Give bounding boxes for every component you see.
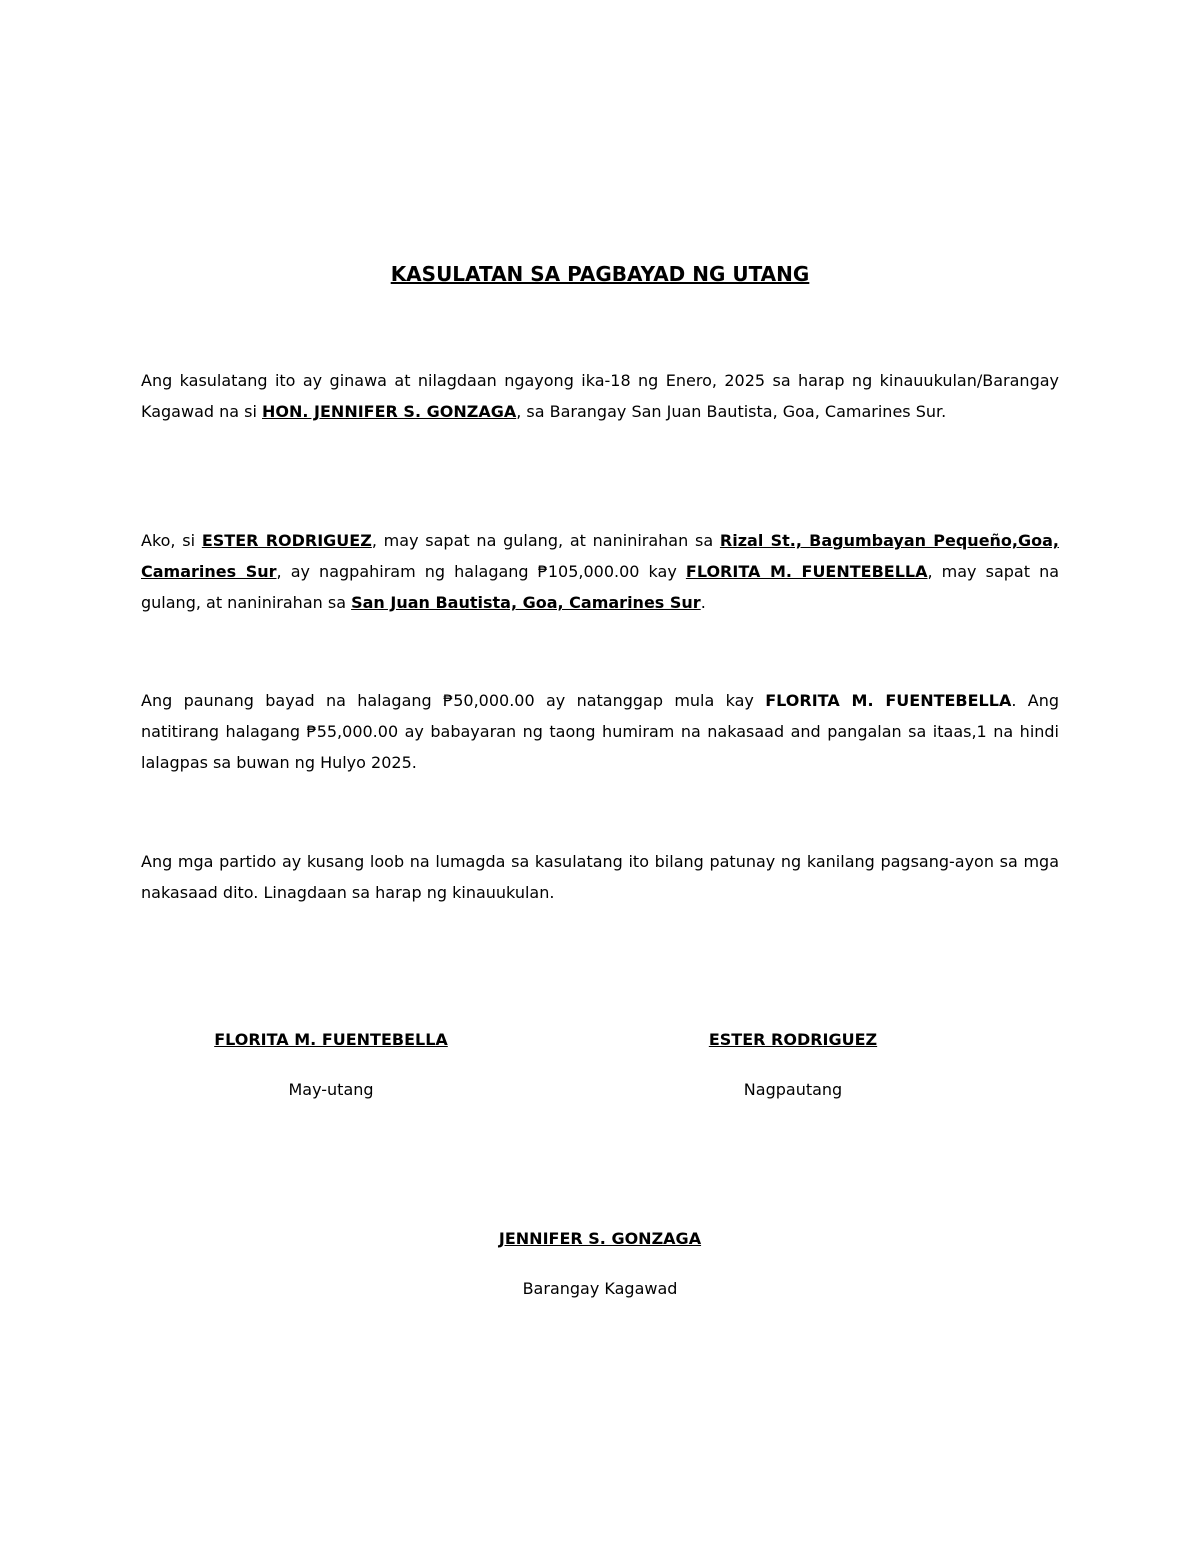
paragraph-payment-text-1: Ang paunang bayad na halagang ₱50,000.00 ay natanggap mula kay: [141, 691, 766, 710]
signature-official-role: Barangay Kagawad: [522, 1279, 678, 1298]
lender-name: ESTER RODRIGUEZ: [201, 531, 372, 550]
paragraph-loan-text-3: , ay nagpahiram ng halagang ₱105,000.00 kay: [276, 562, 686, 581]
signature-official: [390, 1228, 810, 1300]
signature-lender-role: Nagpautang: [743, 1080, 843, 1099]
paragraph-loan: [141, 525, 1059, 618]
payer-name: FLORITA M. FUENTEBELLA: [765, 691, 1012, 710]
paragraph-payment: [141, 685, 1059, 778]
signature-lender-name: ESTER RODRIGUEZ: [708, 1030, 878, 1049]
signature-borrower-name: FLORITA M. FUENTEBELLA: [214, 1030, 448, 1049]
paragraph-loan-text-1: Ako, si: [141, 531, 202, 550]
lender-address: Rizal St., Bagumbayan Pequeño,Goa, Camarines Sur: [141, 531, 1060, 581]
borrower-name: FLORITA M. FUENTEBELLA: [685, 562, 928, 581]
paragraph-loan-text-4: , may sapat na gulang, at naninirahan sa: [141, 562, 1060, 612]
official-name: HON. JENNIFER S. GONZAGA: [262, 402, 517, 421]
paragraph-agreement: Ang mga partido ay kusang loob na lumagda sa kasulatang ito bilang patunay ng kanilang pagsang-ayon sa mga nakasaad dito. Linagdaan sa harap ng kinauukulan.: [141, 852, 1059, 902]
paragraph-intro-text-2: , sa Barangay San Juan Bautista, Goa, Camarines Sur.: [516, 402, 947, 421]
signature-borrower-role: May-utang: [288, 1080, 374, 1099]
paragraph-intro-text-1: Ang kasulatang ito ay ginawa at nilagdaan ngayong ika-18 ng Enero, 2025 sa harap ng kinauukulan/Barangay Kagawad na si: [141, 371, 1059, 421]
borrower-address: San Juan Bautista, Goa, Camarines Sur: [351, 593, 701, 612]
signature-official-name: JENNIFER S. GONZAGA: [498, 1229, 702, 1248]
paragraph-loan-text-5: .: [700, 593, 706, 612]
paragraph-intro: [141, 365, 1059, 427]
paragraph-payment-text-2: . Ang natitirang halagang ₱55,000.00 ay babayaran ng taong humiram na nakasaad and pangalan sa itaas,1 na hindi lalagpas sa buwan ng Hulyo 2025.: [141, 691, 1060, 772]
signature-borrower: [121, 1029, 541, 1101]
document-title: KASULATAN SA PAGBAYAD NG UTANG: [390, 262, 810, 286]
paragraph-loan-text-2: , may sapat na gulang, at naninirahan sa: [371, 531, 720, 550]
signature-lender: [583, 1029, 1003, 1101]
